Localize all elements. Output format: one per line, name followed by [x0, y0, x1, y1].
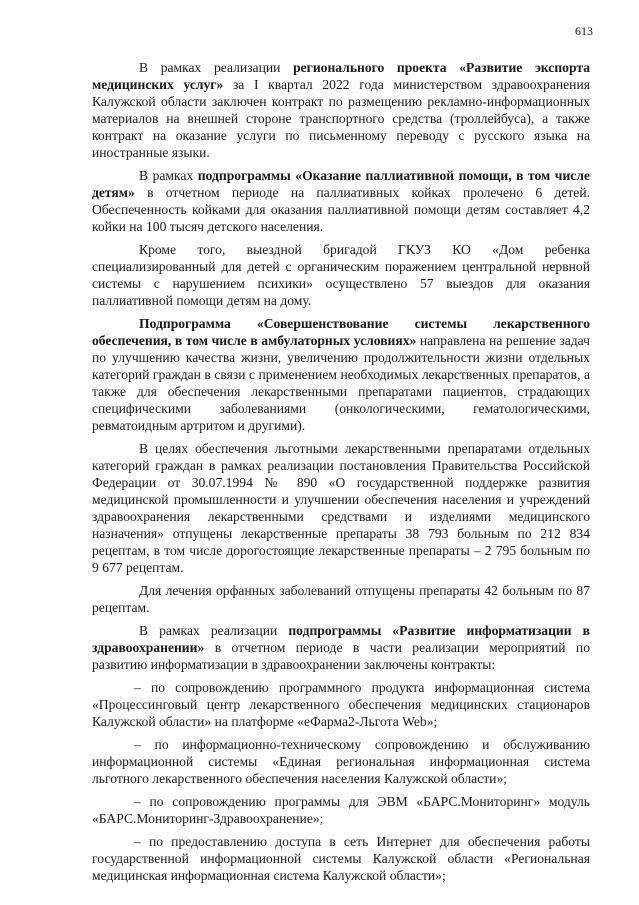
- paragraph-text: в отчетном периоде в части реализации мероприятий по развитию информатизации в здравоохранении заключены контракты:: [92, 640, 590, 672]
- paragraph-text: направлена на решение задач по улучшению качества жизни, увеличению продолжительности жизни отдельных категорий граждан в связи с применением необходимых лекарственных препаратов, а также для обеспечения лекарственными препаратами пациентов, страдающих специфическими заболеваниями (онкологическими, гематологическими, ревматоидным артритом и другими).: [92, 333, 591, 433]
- document-body: [92, 59, 590, 890]
- paragraph-mobile-team: [92, 241, 590, 309]
- paragraph-preferential-drugs: [92, 440, 590, 576]
- list-item: – по сопровождению программного продукта информационная система «Процессинговый центр лекарственного обеспечения медицинских стационаров Калужской области» на платформе «еФарма2-Льгота Web»;: [92, 680, 590, 729]
- paragraph-orphan-diseases: [92, 582, 590, 616]
- paragraph-palliative-care: [92, 167, 590, 235]
- paragraph-text: В рамках реализации: [139, 623, 289, 638]
- paragraph-drug-provision: [92, 315, 590, 434]
- paragraph-bold-text: регионального проекта «Развитие экспорта медицинских услуг»: [92, 60, 590, 92]
- paragraph-bold-text: Подпрограмма «Совершенствование системы лекарственного обеспечения, в том числе в амбулаторных условиях»: [92, 316, 590, 348]
- paragraph-text: Кроме того, выездной бригадой ГКУЗ КО «Дом ребенка специализированный для детей с органическим поражением центральной нервной системы с нарушением психики» осуществлено 57 выездов для оказания паллиативной помощи детям на дому.: [92, 242, 590, 308]
- list-item: – по информационно-техническому сопровождению и обслуживанию информационной системы «Единая региональная информационная система льготного лекарственного обеспечения населения Калужской области»;: [92, 737, 590, 786]
- paragraph-text: в отчетном периоде на паллиативных койках пролечено 6 детей. Обеспеченность койками для оказания паллиативной помощи детям составляет 4,2 койки на 100 тысяч детского населения.: [92, 185, 590, 234]
- paragraph-text: Для лечения орфанных заболеваний отпущены препараты 42 больным по 87 рецептам.: [92, 583, 590, 615]
- paragraph-text: В целях обеспечения льготными лекарственными препаратами отдельных категорий граждан в рамках реализации постановления Правительства Российской Федерации от 30.07.1994 № 890 «О государственной поддержке развития медицинской промышленности и улучшении обеспечения населения и учреждений здравоохранения лекарственными средствами и изделиями медицинского назначения» отпущены лекарственные препараты 38 793 больным по 212 834 рецептам, в том числе дорогостоящие лекарственные препараты – 2 795 больным по 9 677 рецептам.: [92, 441, 590, 575]
- list-item: – по сопровождению программы для ЭВМ «БАРС.Мониторинг» модуль «БАРС.Мониторинг-Здравоохранение»;: [92, 794, 590, 826]
- paragraph-text: В рамках: [139, 168, 198, 183]
- page-number: 613: [575, 24, 593, 38]
- paragraph-bold-text: подпрограммы «Оказание паллиативной помощи, в том числе детям»: [92, 168, 591, 200]
- paragraph-text: В рамках реализации: [139, 60, 294, 75]
- paragraph-export-medical-services: [92, 59, 590, 161]
- list-item: – по предоставлению доступа в сеть Интернет для обеспечения работы государственной информационной системы Калужской области «Региональная медицинская информационная система Калужской области»;: [92, 834, 590, 883]
- paragraph-bold-text: подпрограммы «Развитие информатизации в здравоохранении»: [92, 623, 590, 655]
- paragraph-text: за I квартал 2022 года министерством здравоохранения Калужской области заключен контракт по размещению рекламно-информационных материалов на внешней стороне транспортного средства (троллейбуса), а также контракт на оказание услуги по письменному переводу с русского языка на иностранные языки.: [92, 77, 590, 160]
- paragraph-informatization: [92, 622, 590, 673]
